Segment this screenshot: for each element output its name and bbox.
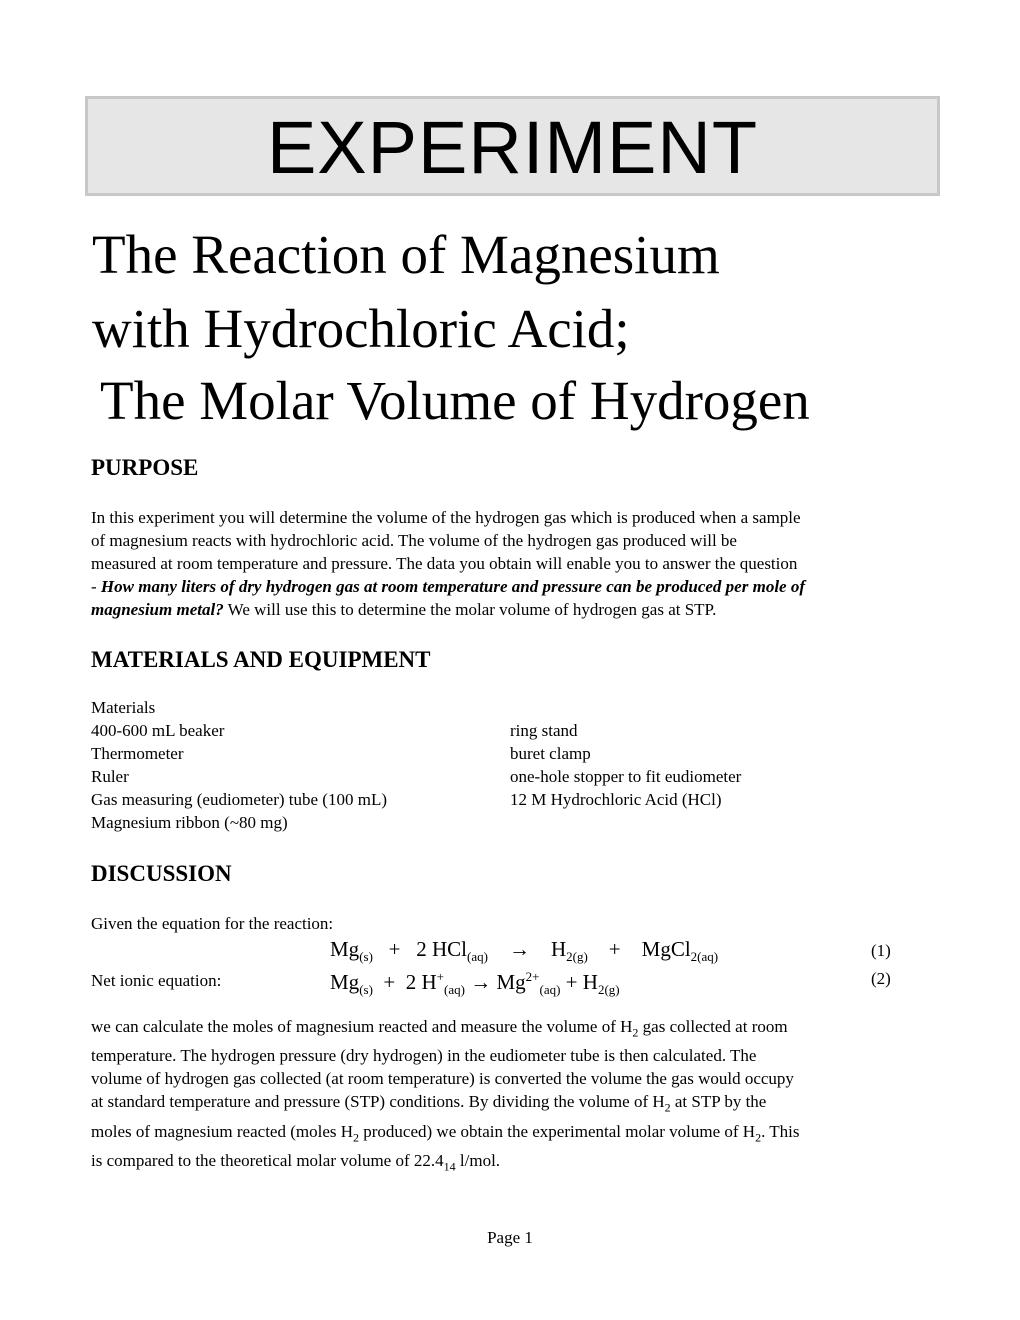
discussion-paragraph: [91, 1015, 936, 1179]
text: . This: [761, 1121, 800, 1141]
material-item: ring stand: [510, 721, 578, 740]
page-number: Page 1: [487, 1228, 533, 1247]
title-line-2: with Hydrochloric Acid;: [92, 298, 630, 359]
purpose-heading: PURPOSE: [91, 455, 199, 480]
equation-1-number: (1): [871, 941, 891, 960]
net-ionic-label: Net ionic equation:: [91, 971, 222, 990]
material-item: 400-600 mL beaker: [91, 721, 225, 740]
material-item: 12 M Hydrochloric Acid (HCl): [510, 790, 722, 809]
equation-1: $Mg_{(s)} + 2$ HCl$_{(aq)}$ → $H_{2(g)}$ + MgCl$_{2(aq)}$: [330, 937, 719, 965]
equation-2-number: (2): [871, 969, 891, 988]
materials-left-column: [91, 696, 387, 834]
discussion-intro: Given the equation for the reaction:: [91, 914, 334, 933]
purpose-line: [91, 598, 936, 621]
material-item: Gas measuring (eudiometer) tube (100 mL): [91, 790, 387, 809]
discussion-line: moles of magnesium reacted (moles $H_2$ produced) we obtain the experimental molar volume of $H_2$. This: [91, 1121, 800, 1145]
discussion-line: volume of hydrogen gas collected (at room temperature) is converted the volume the gas would occupy: [91, 1069, 794, 1089]
discussion-line: at standard temperature and pressure (STP) conditions. By dividing the volume of $H_2$ at STP by the: [91, 1092, 767, 1115]
purpose-stp-text: We will use this to determine the molar volume of hydrogen gas at STP.: [223, 600, 717, 619]
materials-heading: MATERIALS AND EQUIPMENT: [91, 647, 431, 672]
title-line-1: The Reaction of Magnesium: [92, 224, 720, 285]
purpose-line: [91, 575, 936, 598]
document-title: [92, 224, 810, 432]
text: at STP by the: [670, 1092, 767, 1112]
purpose-line: In this experiment you will determine the volume of the hydrogen gas which is produced when a sample: [91, 508, 801, 527]
text: moles of magnesium reacted (moles H: [91, 1121, 354, 1141]
purpose-question: How many liters of dry hydrogen gas at room temperature and pressure can be produced per mole of: [100, 577, 805, 596]
text: at standard temperature and pressure (STP) conditions. By dividing the volume of H: [91, 1092, 665, 1112]
discussion-heading: DISCUSSION: [91, 861, 232, 886]
materials-subheading: Materials: [91, 698, 156, 717]
text: l/mol.: [455, 1151, 501, 1171]
title-line-3: The Molar Volume of Hydrogen: [100, 370, 810, 431]
discussion-line: [91, 1149, 936, 1178]
text: is compared to the theoretical molar volume of 22.4: [91, 1151, 444, 1171]
material-item: Magnesium ribbon (~80 mg): [91, 813, 288, 832]
text: gas collected at room: [638, 1017, 788, 1036]
discussion-line: temperature. The hydrogen pressure (dry hydrogen) in the eudiometer tube is then calculated. The: [91, 1046, 757, 1066]
purpose-line: of magnesium reacts with hydrochloric acid. The volume of the hydrogen gas produced will be: [91, 531, 737, 550]
text: we can calculate the moles of magnesium reacted and measure the volume of H: [91, 1017, 633, 1036]
discussion-line: we can calculate the moles of magnesium reacted and measure the volume of $H_2$ gas collected at room: [91, 1017, 788, 1040]
banner-title: EXPERIMENT: [266, 106, 759, 189]
material-item: Thermometer: [91, 744, 184, 763]
text: produced) we obtain the experimental molar volume of H: [359, 1121, 756, 1141]
subscript: 14: [443, 1159, 456, 1174]
materials-right-column: [510, 719, 741, 811]
experiment-banner: [85, 96, 940, 196]
material-item: one-hole stopper to fit eudiometer: [510, 767, 742, 786]
material-item: Ruler: [91, 767, 129, 786]
material-item: buret clamp: [510, 744, 591, 763]
purpose-question-end: magnesium metal?: [91, 600, 224, 619]
dash: -: [91, 577, 101, 596]
purpose-line: measured at room temperature and pressure. The data you obtain will enable you to answer the question: [91, 554, 798, 573]
purpose-paragraph: [91, 506, 936, 621]
equation-2: $Mg_{(s)} + 2$ $H^+_{(aq)} \to Mg^{2+}_{(aq)} + H_{2(g)}$: [330, 969, 620, 998]
